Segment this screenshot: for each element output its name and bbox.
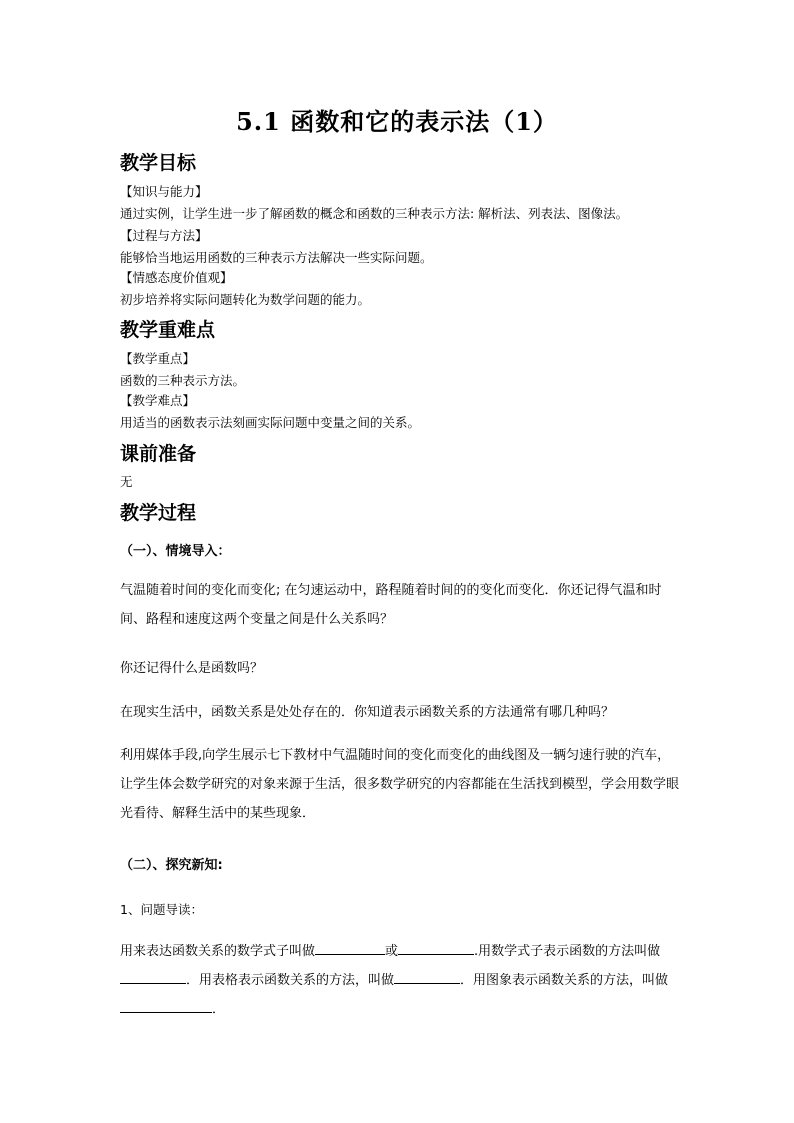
text-difficulty: 用适当的函数表示法刻画实际问题中变量之间的关系。	[120, 415, 421, 430]
answer-blank-3[interactable]	[120, 969, 186, 984]
label-question: 1、问题导读：	[120, 902, 203, 917]
heading-keypoints: 教学重难点	[120, 319, 216, 341]
label-process-method: 【过程与方法】	[120, 228, 208, 243]
heading-goals: 教学目标	[120, 152, 197, 174]
text-prep: 无	[120, 474, 133, 489]
question-segment-6: ．	[212, 1002, 226, 1017]
text-emotion: 初步培养将实际问题转化为数学问题的能力。	[120, 292, 371, 307]
text-process-method: 能够恰当地运用函数的三种表示方法解决一些实际问题。	[120, 250, 433, 265]
text-knowledge: 通过实例，让学生进一步了解函数的概念和函数的三种表示方法: 解析法、列表法、图像法。	[120, 206, 629, 221]
label-focus: 【教学重点】	[120, 351, 196, 366]
document-title: 5.1 函数和它的表示法（1）	[236, 107, 558, 136]
answer-blank-4[interactable]	[394, 969, 460, 984]
question-segment-1: 用来表达函数关系的数学式子叫做	[120, 944, 316, 959]
answer-blank-1[interactable]	[315, 940, 385, 955]
heading-prep: 课前准备	[120, 443, 197, 465]
fill-in-question	[120, 937, 680, 1024]
label-part2: （二）、探究新知:	[120, 858, 223, 873]
answer-blank-5[interactable]	[120, 998, 212, 1013]
heading-process: 教学过程	[120, 502, 197, 524]
question-segment-4: ．用表格表示函数关系的方法，叫做	[186, 973, 395, 988]
label-knowledge: 【知识与能力】	[120, 184, 208, 199]
paragraph-4: 利用媒体手段,向学生展示七下教材中气温随时间的变化而变化的曲线图及一辆匀速行驶的汽车，让学生体会数学研究的对象来源于生活，很多数学研究的内容都能在生活找到模型，学会用数学眼光看待、解释生活中的某些现象．	[120, 748, 680, 821]
label-emotion: 【情感态度价值观】	[120, 270, 233, 285]
question-segment-3: .用数学式子表示函数的方法叫做	[474, 944, 661, 959]
question-segment-5: ．用图象表示函数关系的方法，叫做	[460, 973, 669, 988]
answer-blank-2[interactable]	[398, 940, 474, 955]
label-part1: （一）、情境导入：	[120, 544, 231, 559]
label-difficulty: 【教学难点】	[120, 393, 196, 408]
paragraph-2: 你还记得什么是函数吗？	[120, 661, 264, 676]
text-focus: 函数的三种表示方法。	[120, 373, 246, 388]
paragraph-3: 在现实生活中，函数关系是处处存在的．你知道表示函数关系的方法通常有哪几种吗？	[120, 705, 615, 720]
paragraph-1: 气温随着时间的变化而变化; 在匀速运动中，路程随着时间的的变化而变化．你还记得气温和时间、路程和速度这两个变量之间是什么关系吗？	[120, 583, 662, 627]
question-segment-2: 或	[385, 944, 399, 959]
